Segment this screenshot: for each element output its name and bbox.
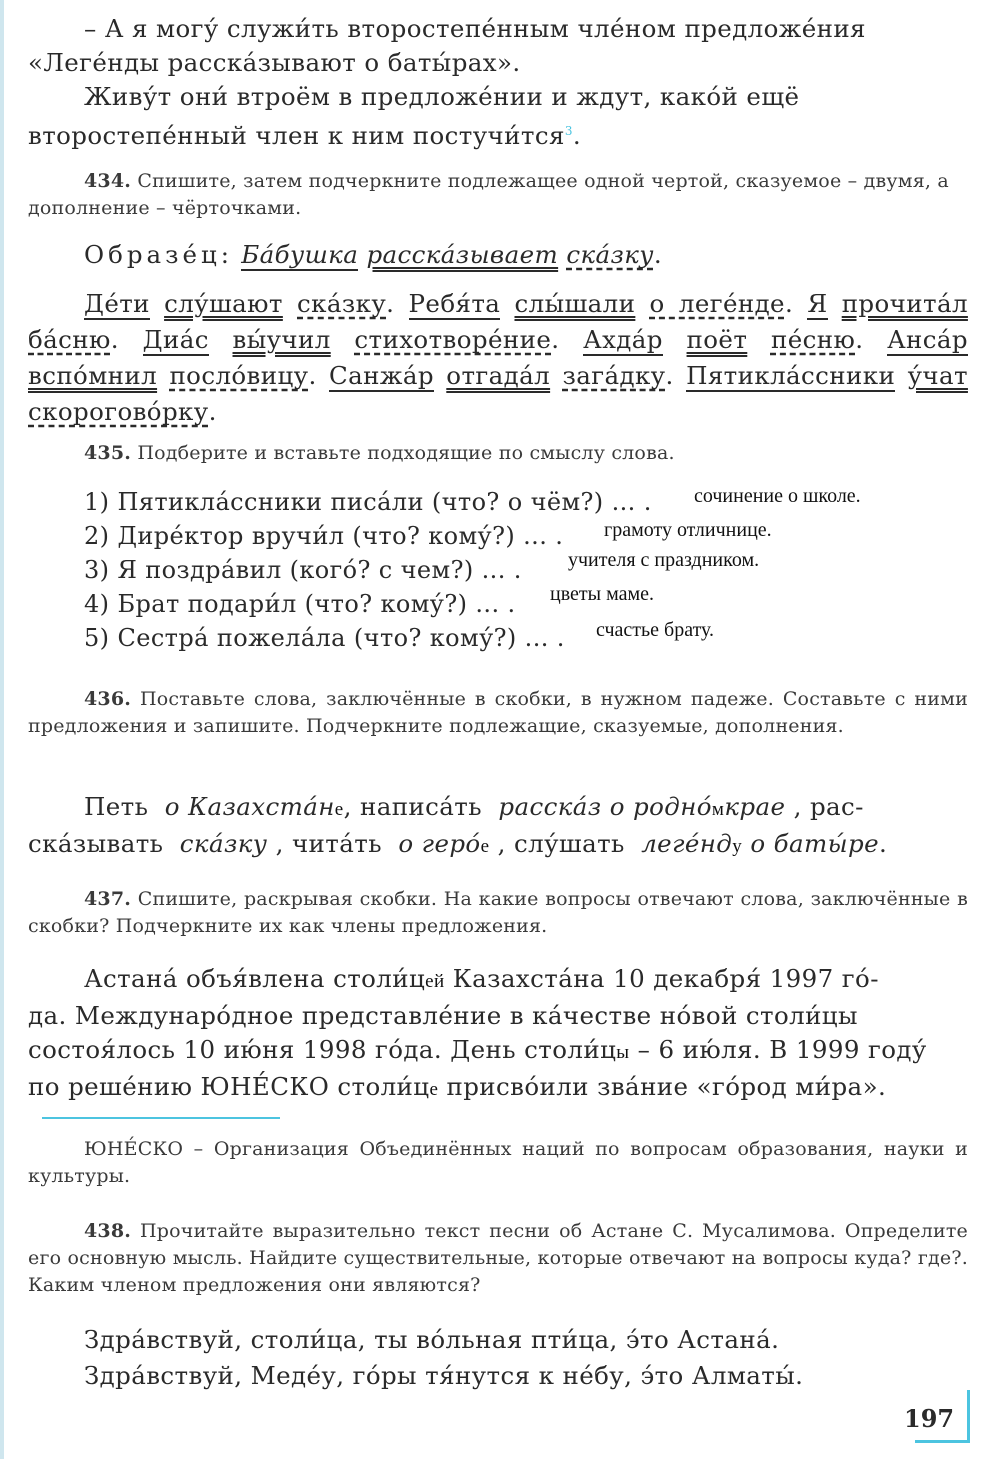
predicate: у́чат <box>907 361 968 390</box>
subject: Санжа́р <box>329 361 434 390</box>
sentence: Я прочита́л ба́сню. <box>28 289 968 354</box>
text-fragment: , написа́ть <box>343 792 482 821</box>
exercise-434-task <box>28 168 968 222</box>
italic-word: леге́нд <box>641 829 733 858</box>
object: пе́сню <box>770 325 856 354</box>
sentence: Санжа́р отгада́л зага́дку. <box>329 361 674 390</box>
text-fragment: Петь <box>84 792 149 821</box>
object: ска́зку <box>297 289 387 318</box>
predicate: вы́учил <box>232 325 331 354</box>
exercise-number: 435. <box>84 442 132 464</box>
exercise-number: 436. <box>84 688 132 710</box>
handwritten-ending: у <box>732 836 743 857</box>
handwritten-ending: ы <box>616 1042 630 1063</box>
handwritten-answer: грамоту отличнице. <box>604 519 772 541</box>
subject: Я <box>807 289 828 318</box>
poem-line: Здра́вствуй, столи́ца, ты во́льная пти́ца, э́то Астана́. <box>84 1325 780 1354</box>
object: стихотворе́ние <box>354 325 552 354</box>
intro-paragraph-1 <box>28 12 968 80</box>
page-number: 197 <box>904 1404 955 1433</box>
sample-object: ска́зку <box>566 240 654 269</box>
handwritten-answer: учителя с праздником. <box>568 549 760 571</box>
exercise-task-text: Поставьте слова, заключённые в скобки, в нужном падеже. Составьте с ними предложения и запишите. Подчеркните подлежащие, сказуемые, дополнения. <box>28 688 968 737</box>
exercise-434-sentences <box>28 286 968 430</box>
sample-end: . <box>653 240 663 269</box>
handwritten-answer: цветы маме. <box>550 583 655 605</box>
subject: Ребя́та <box>408 289 501 318</box>
predicate: вспо́мнил <box>28 361 158 390</box>
handwritten-answer: счастье брату. <box>596 619 715 641</box>
text-fragment: , слу́шать <box>497 829 625 858</box>
predicate: поёт <box>686 325 748 354</box>
sentence: Анса́р вспо́мнил посло́вицу. <box>28 325 968 390</box>
text-fragment: ска́зывать <box>28 829 164 858</box>
object: ба́сню <box>28 325 111 354</box>
exercise-434-sample <box>28 238 968 272</box>
text-fragment: состоя́лось 10 ию́ня 1998 го́да. День столи́ц <box>28 1035 617 1064</box>
handwritten-ending: е <box>429 1079 439 1100</box>
list-item-text: 2) Дире́ктор вручи́л (что? кому́?) ... . <box>84 522 564 550</box>
predicate: слу́шают <box>164 289 283 318</box>
handwritten-ending: е <box>480 836 490 857</box>
sentence: Пятикла́ссники у́чат скорогово́рку. <box>28 361 968 426</box>
sample-predicate: расска́зывает <box>366 240 559 269</box>
exercise-435-task <box>28 440 968 467</box>
list-item-text: 1) Пятикла́ссники писа́ли (что? о чём?) ... . <box>84 488 652 516</box>
subject: Ахда́р <box>583 325 663 354</box>
list-item <box>84 522 563 550</box>
sentence: Ахда́р поёт пе́сню. <box>583 325 864 354</box>
text-fragment: да. Междунаро́дное представле́ние в ка́честве но́вой столи́цы <box>28 1001 858 1030</box>
exercise-task-text: Спишите, затем подчеркните подлежащее одной чертой, сказуемое – двумя, а дополнение – чёрточками. <box>28 170 949 219</box>
subject: Диа́с <box>142 325 209 354</box>
footnote <box>28 1136 968 1190</box>
text-fragment: Казахста́на 10 декабря́ 1997 го́- <box>444 964 879 993</box>
handwritten-ending: е <box>334 799 344 820</box>
exercise-436-text <box>28 790 968 864</box>
footnote-text: ЮНЕ́СКО – Организация Объединённых наций по вопросам образования, науки и культуры. <box>28 1138 968 1187</box>
subject: Де́ти <box>84 289 150 318</box>
text-fragment: – 6 ию́ля. В 1999 году́ <box>629 1035 927 1064</box>
footnote-marker[interactable]: 3 <box>564 124 573 138</box>
corner-mark <box>915 1440 970 1443</box>
exercise-task-text: Подберите и вставьте подходящие по смыслу слова. <box>137 442 675 464</box>
exercise-438-task <box>28 1218 968 1299</box>
intro-line-1: – А я могу́ служи́ть второстепе́нным чле́ном предложе́ния «Леге́нды расска́зывают о баты́рах». <box>28 14 866 77</box>
handwritten-ending: м <box>711 799 725 820</box>
italic-word: о Казахста́н <box>164 792 335 821</box>
page-edge <box>0 0 4 1459</box>
sample-subject: Ба́бушка <box>241 240 359 269</box>
exercise-number: 434. <box>84 170 132 192</box>
list-item-text: 5) Сестра́ пожела́ла (что? кому́?) ... . <box>84 624 565 652</box>
exercise-task-text: Спишите, раскрывая скобки. На какие вопросы отвечают слова, заключённые в скобки? Подчеркните их как члены предложения. <box>28 888 968 937</box>
text-fragment: , чита́ть <box>275 829 382 858</box>
sample-label: Образе́ц: <box>84 240 233 269</box>
text-fragment: , рас- <box>793 792 864 821</box>
intro-line-2: Живу́т они́ втроём в предложе́нии и ждут, како́й ещё второстепе́нный член к ним постучи́тся <box>28 82 800 151</box>
predicate: прочита́л <box>841 289 968 318</box>
intro-end: . <box>572 121 582 151</box>
text-fragment: . <box>879 829 888 858</box>
italic-word: о геро́ <box>398 829 481 858</box>
list-item <box>84 590 516 618</box>
object: посло́вицу <box>169 361 309 390</box>
handwritten-ending: ей <box>425 971 445 992</box>
list-item-text: 3) Я поздра́вил (кого́? с чем?) ... . <box>84 556 522 584</box>
text-fragment: по реше́нию ЮНЕ́СКО столи́ц <box>28 1072 430 1101</box>
sentence: Диа́с вы́учил стихотворе́ние. <box>142 325 560 354</box>
italic-word: ска́зку <box>179 829 268 858</box>
subject: Анса́р <box>887 325 968 354</box>
text-fragment: Астана́ объя́влена столи́ц <box>84 964 426 993</box>
exercise-task-text: Прочитайте выразительно текст песни об Астане С. Мусалимова. Определите его основную мысль. Найдите существительные, которые отвечают на вопросы куда? где?. Каким членом предложения они являются? <box>28 1220 968 1296</box>
object: о леге́нде <box>649 289 785 318</box>
corner-mark <box>967 1390 970 1442</box>
footnote-divider <box>42 1117 280 1119</box>
handwritten-answer: сочинение о школе. <box>694 485 861 507</box>
exercise-437-text <box>28 962 968 1107</box>
intro-paragraph-2 <box>28 80 968 153</box>
predicate: отгада́л <box>446 361 551 390</box>
list-item <box>84 556 522 584</box>
list-item <box>84 624 565 652</box>
exercise-number: 438. <box>84 1220 132 1242</box>
italic-word: расска́з о родно́ <box>498 792 712 821</box>
poem-line: Здра́вствуй, Меде́у, го́ры тя́нутся к не́бу, э́то Алматы́. <box>84 1361 804 1390</box>
exercise-437-task <box>28 886 968 940</box>
exercise-436-task <box>28 686 968 740</box>
object: скорогово́рку <box>28 397 209 426</box>
sentence: Ребя́та слы́шали о леге́нде. <box>408 289 794 318</box>
object: зага́дку <box>562 361 666 390</box>
subject: Пятикла́ссники <box>686 361 896 390</box>
italic-word: о баты́ре <box>750 829 880 858</box>
predicate: слы́шали <box>514 289 636 318</box>
sentence: Де́ти слу́шают ска́зку. <box>84 289 395 318</box>
italic-word: крае <box>724 792 786 821</box>
list-item-text: 4) Брат подари́л (что? кому́?) ... . <box>84 590 516 618</box>
text-fragment: присво́или зва́ние «го́род ми́ра». <box>438 1072 887 1101</box>
poem <box>28 1322 968 1394</box>
exercise-number: 437. <box>84 888 132 910</box>
list-item <box>84 488 652 516</box>
